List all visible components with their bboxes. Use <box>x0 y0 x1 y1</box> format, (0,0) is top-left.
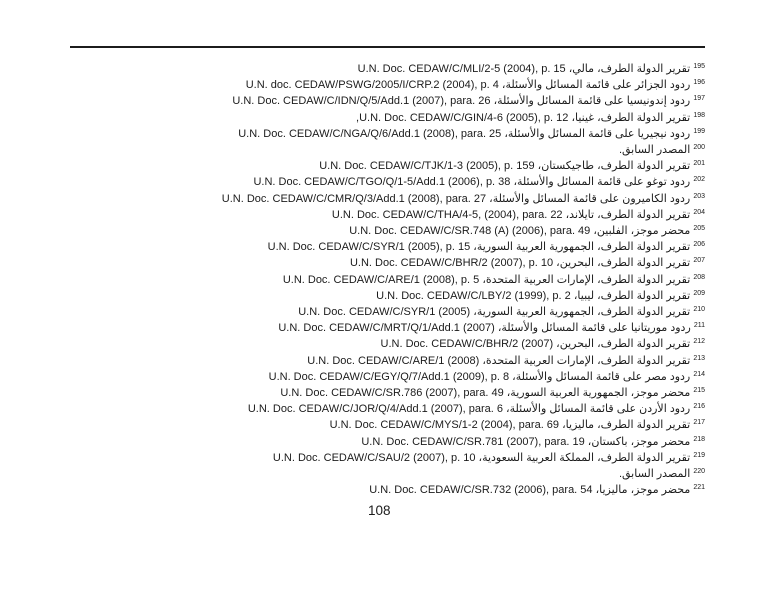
footnote-arabic-text: تقرير الدولة الطرف، طاجيكستان، <box>537 160 691 173</box>
footnote-citation: U.N. Doc. CEDAW/C/JOR/Q/4/Add.1 (2007), para. 6 <box>247 403 503 416</box>
footnote-line <box>20 61 705 77</box>
footnote-number: 213 <box>693 354 705 362</box>
footnote-arabic-text: ردود الجزائر على قائمة المسائل والأسئلة، <box>501 79 691 92</box>
footnote-arabic-text: تقرير الدولة الطرف، ليبيا، <box>573 289 691 302</box>
footnote-arabic-text: المصدر السابق. <box>618 468 691 481</box>
footnote-arabic-text: تقرير الدولة الطرف، الإمارات العربية المتحدة، <box>482 273 691 286</box>
footnote-arabic-text: تقرير الدولة الطرف، البحرين، <box>556 257 691 270</box>
footnote-citation: U.N. Doc. CEDAW/C/ARE/1 (2008), p. 5 <box>282 273 480 286</box>
footnote-citation: U.N. doc. CEDAW/PSWG/2005/I/CRP.2 (2004), p. 4 <box>245 79 499 92</box>
footnote-line <box>20 353 705 369</box>
footnote-number: 208 <box>693 273 705 281</box>
footnote-number: 221 <box>693 484 705 492</box>
footnote-number: 205 <box>693 225 705 233</box>
footnote-line <box>20 174 705 190</box>
footnote-number: 211 <box>693 322 705 330</box>
footnote-line <box>20 482 705 498</box>
footnote-arabic-text: ردود إندونيسيا على قائمة المسائل والأسئلة، <box>493 95 691 108</box>
footnote-arabic-text: تقرير الدولة الطرف، الجمهورية العربية السورية، <box>473 241 691 254</box>
footnote-line <box>20 288 705 304</box>
footnote-citation: U.N. Doc. CEDAW/C/MLI/2-5 (2004), p. 15 <box>357 63 566 75</box>
footnote-arabic-text: محضر موجز، الفلبين، <box>593 225 691 238</box>
footnote-number: 196 <box>693 79 705 87</box>
footnote-arabic-text: تقرير الدولة الطرف، الجمهورية العربية السورية، <box>473 306 691 319</box>
footnote-citation: U.N. Doc. CEDAW/C/EGY/Q/7/Add.1 (2009), p. 8 <box>268 370 510 383</box>
footnote-citation: U.N. Doc. CEDAW/C/ARE/1 (2008) <box>307 354 480 367</box>
footnote-line <box>20 77 705 93</box>
footnote-number: 206 <box>693 241 705 249</box>
footnote-citation: U.N. Doc. CEDAW/C/SR.781 (2007), para. 19 <box>361 435 585 448</box>
footnote-line <box>20 434 705 450</box>
footnote-citation: U.N. Doc. CEDAW/C/SR.786 (2007), para. 49 <box>280 387 504 400</box>
footnote-arabic-text: ردود موريتانيا على قائمة المسائل والأسئلة، <box>497 322 691 335</box>
footnote-line <box>20 304 705 320</box>
footnote-citation: U.N. Doc. CEDAW/C/SAU/2 (2007), p. 10 <box>272 451 476 464</box>
footnote-citation: U.N. Doc. CEDAW/C/LBY/2 (1999), p. 2 <box>376 289 571 302</box>
footnote-citation: U.N. Doc. CEDAW/C/CMR/Q/3/Add.1 (2008), para. 27 <box>221 192 487 205</box>
footnote-citation: U.N. Doc. CEDAW/C/GIN/4-6 (2005), p. 12 <box>359 111 569 124</box>
footnote-line <box>20 336 705 352</box>
footnote-line <box>20 158 705 174</box>
footnote-list <box>20 61 705 498</box>
footnote-line <box>20 191 705 207</box>
footnote-citation: U.N. Doc. CEDAW/C/BHR/2 (2007), p. 10 <box>349 257 554 270</box>
footnote-arabic-text: تقرير الدولة الطرف، غينيا، <box>571 111 691 124</box>
footnote-arabic-text: تقرير الدولة الطرف، الإمارات العربية المتحدة، <box>482 354 691 367</box>
footnote-number: 212 <box>693 338 705 346</box>
footnote-number: 200 <box>693 144 705 152</box>
footnote-arabic-text: تقرير الدولة الطرف، المملكة العربية السعودية، <box>478 451 691 464</box>
footnote-citation: U.N. Doc. CEDAW/C/IDN/Q/5/Add.1 (2007), para. 26 <box>232 95 491 108</box>
footnote-arabic-text: ردود نيجيريا على قائمة المسائل والأسئلة، <box>504 127 691 140</box>
footnote-number: 216 <box>693 403 705 411</box>
footnote-line <box>20 223 705 239</box>
footnote-line <box>20 450 705 466</box>
footnote-line <box>20 255 705 271</box>
footnote-arabic-text: ردود الأردن على قائمة المسائل والأسئلة، <box>506 403 691 416</box>
footnote-citation: U.N. Doc. CEDAW/C/THA/4-5, (2004), para. 22 <box>331 208 563 221</box>
footnote-number: 220 <box>693 468 705 476</box>
footnote-arabic-text: محضر موجز، ماليزيا، <box>595 484 691 497</box>
footnote-line <box>20 126 705 142</box>
footnote-arabic-text: تقرير الدولة الطرف، ماليزيا، <box>562 419 691 432</box>
footnote-arabic-text: المصدر السابق. <box>618 144 691 157</box>
footnote-number: 203 <box>693 192 705 200</box>
footnote-number: 217 <box>693 419 705 427</box>
footnote-citation: U.N. Doc. CEDAW/C/SR.748 (A) (2006), para. 49 <box>349 225 591 238</box>
footnote-number: 204 <box>693 208 705 216</box>
footnote-number: 207 <box>693 257 705 265</box>
footnote-line <box>20 369 705 385</box>
footnote-citation: U.N. Doc. CEDAW/C/TJK/1-3 (2005), p. 159 <box>319 160 535 173</box>
footnote-citation: U.N. Doc. CEDAW/C/SYR/1 (2005), p. 15 <box>267 241 471 254</box>
footnote-line <box>20 110 705 126</box>
footnote-line <box>20 93 705 109</box>
footnote-line <box>20 466 705 482</box>
footnote-number: 202 <box>693 176 705 184</box>
footnote-citation: U.N. Doc. CEDAW/C/MRT/Q/1/Add.1 (2007) <box>278 322 495 335</box>
footnote-arabic-text: تقرير الدولة الطرف، مالي، <box>568 63 691 75</box>
footnote-arabic-text: تقرير الدولة الطرف، البحرين، <box>556 338 691 351</box>
footnote-number: 218 <box>693 435 705 443</box>
footnote-number: 198 <box>693 111 705 119</box>
footnote-number: 214 <box>693 370 705 378</box>
footnote-citation: U.N. Doc. CEDAW/C/BHR/2 (2007) <box>380 338 554 351</box>
footnote-number: 199 <box>693 127 705 135</box>
footnote-arabic-text: ردود توغو على قائمة المسائل والأسئلة، <box>513 176 691 189</box>
footnote-line <box>20 401 705 417</box>
footnote-line <box>20 239 705 255</box>
footnote-line <box>20 417 705 433</box>
footnote-number: 197 <box>693 95 705 103</box>
footnote-arabic-text: محضر موجز، باكستان، <box>587 435 691 448</box>
footnote-citation: U.N. Doc. CEDAW/C/TGO/Q/1-5/Add.1 (2006), p. 38 <box>253 176 511 189</box>
footnote-citation: U.N. Doc. CEDAW/C/SR.732 (2006), para. 54 <box>369 484 593 497</box>
footnote-number: 215 <box>693 387 705 395</box>
footnote-citation: U.N. Doc. CEDAW/C/SYR/1 (2005) <box>298 306 471 319</box>
footnote-citation: U.N. Doc. CEDAW/C/NGA/Q/6/Add.1 (2008), para. 25 <box>238 127 502 140</box>
footnote-line <box>20 207 705 223</box>
footnote-citation: U.N. Doc. CEDAW/C/MYS/1-2 (2004), para. 69 <box>329 419 560 432</box>
footnote-arabic-text: ردود الكاميرون على قائمة المسائل والأسئلة، <box>489 192 691 205</box>
page-number: 108 <box>368 503 391 518</box>
footnote-arabic-text: ردود مصر على قائمة المسائل والأسئلة، <box>512 370 691 383</box>
footnote-line <box>20 320 705 336</box>
footnote-number: 210 <box>693 306 705 314</box>
footnote-line <box>20 142 705 158</box>
footnote-trailing-punctuation: , <box>356 111 360 124</box>
footnote-number: 195 <box>693 63 705 70</box>
footnote-number: 201 <box>693 160 705 168</box>
footnote-arabic-text: محضر موجز، الجمهورية العربية السورية، <box>506 387 691 400</box>
footnote-line <box>20 272 705 288</box>
footnote-number: 219 <box>693 451 705 459</box>
footnote-line <box>20 385 705 401</box>
footnote-number: 209 <box>693 289 705 297</box>
footnote-arabic-text: تقرير الدولة الطرف، تايلاند، <box>565 208 691 221</box>
footnote-separator-rule <box>70 46 705 48</box>
